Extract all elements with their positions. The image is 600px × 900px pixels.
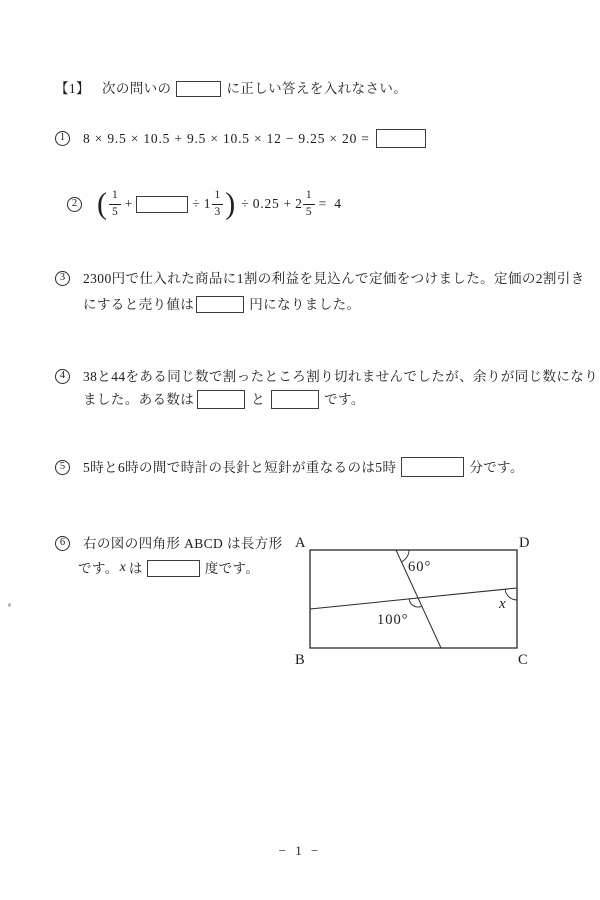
header-text-post: に正しい答えを入れなさい。 — [226, 81, 408, 96]
angle-label-x: x — [499, 596, 506, 612]
problem-3-text3: 円になりました。 — [249, 296, 361, 312]
answer-box-5 — [401, 457, 464, 477]
problem-4-line2 — [83, 389, 365, 409]
problem-5-text1: 5時と6時の間で時計の長針と短針が重なるのは5時 — [83, 459, 397, 475]
problem-6-number: 6 — [55, 536, 70, 551]
scan-artifact-dot — [8, 603, 11, 607]
problem-1 — [55, 129, 426, 148]
problem-4-text3: と — [251, 391, 266, 407]
problem-6-line2 — [78, 558, 259, 578]
problem-3-number: 3 — [55, 271, 70, 286]
problem-4-text4: です。 — [324, 391, 365, 407]
problem-3-line2 — [83, 294, 360, 314]
problem-4-line1 — [55, 368, 598, 385]
problem-6-text1: 右の図の四角形 ABCD は長方形 — [83, 536, 283, 551]
plus-sign-2: + — [283, 196, 292, 211]
corner-label-b: B — [295, 652, 305, 668]
corner-label-d: D — [519, 535, 530, 551]
problem-2-number: 2 — [67, 197, 82, 212]
variable-x: x — [119, 560, 126, 575]
mixed-number-1-1-3: 1 $\frac{1}{3}$ — [204, 190, 224, 218]
open-paren: ( — [97, 186, 107, 221]
problem-1-expression: 8 × 9.5 × 10.5 + 9.5 × 10.5 × 12 − 9.25 × 20 = — [83, 130, 370, 146]
section-header — [55, 80, 407, 97]
answer-box-4b — [271, 390, 319, 409]
close-paren: ) — [225, 186, 236, 221]
page-number: − 1 − — [278, 843, 322, 858]
problem-6-text2: です。 — [78, 560, 119, 576]
answer-box-3 — [196, 296, 244, 313]
angle-arc-x — [505, 589, 517, 600]
answer-box-2 — [136, 196, 188, 213]
problem-1-number: 1 — [55, 131, 70, 146]
answer-box-header — [176, 81, 221, 97]
problem-6-text3: は — [128, 560, 143, 576]
angle-label-100: 100° — [377, 612, 409, 628]
problem-5 — [55, 456, 524, 478]
problem-5-text2: 分です。 — [469, 459, 524, 475]
answer-box-1 — [376, 129, 426, 148]
figure-rectangle-abcd — [286, 530, 558, 672]
corner-label-c: C — [518, 652, 528, 668]
equals-sign: = — [318, 196, 327, 211]
problem-3-text1: 2300円で仕入れた商品に1割の利益を見込んで定価をつけました。定価の2割引き — [83, 271, 585, 286]
problem-3-text2: にすると売り値は — [83, 296, 195, 312]
answer-box-4a — [197, 390, 245, 409]
problem-4-number: 4 — [55, 369, 70, 384]
problem-4-text1: 38と44をある同じ数で割ったところ割り切れませんでしたが、余りが同じ数になり — [83, 369, 599, 384]
fraction-one-fifth: $\frac{1}{5}$ — [109, 190, 121, 218]
header-text-pre: 次の問いの — [101, 81, 172, 96]
answer-box-6 — [147, 560, 200, 577]
problem-6-line1 — [55, 535, 283, 552]
problem-5-number: 5 — [55, 460, 70, 475]
result-value: 4 — [334, 196, 342, 211]
divide-sign-2: ÷ — [241, 196, 249, 211]
problem-4-text2: ました。ある数は — [83, 391, 195, 407]
corner-label-a: A — [295, 535, 306, 551]
problem-6-text4: 度です。 — [204, 560, 260, 576]
plus-sign: + — [124, 196, 133, 211]
divide-sign: ÷ — [192, 196, 200, 211]
decimal-value: 0.25 — [252, 196, 280, 211]
mixed-number-2-1-5: 2 $\frac{1}{5}$ — [295, 190, 315, 218]
section-number: 【1】 — [55, 81, 90, 96]
angle-label-60: 60° — [408, 559, 432, 575]
problem-3-line1 — [55, 270, 585, 287]
problem-2 — [67, 188, 342, 220]
